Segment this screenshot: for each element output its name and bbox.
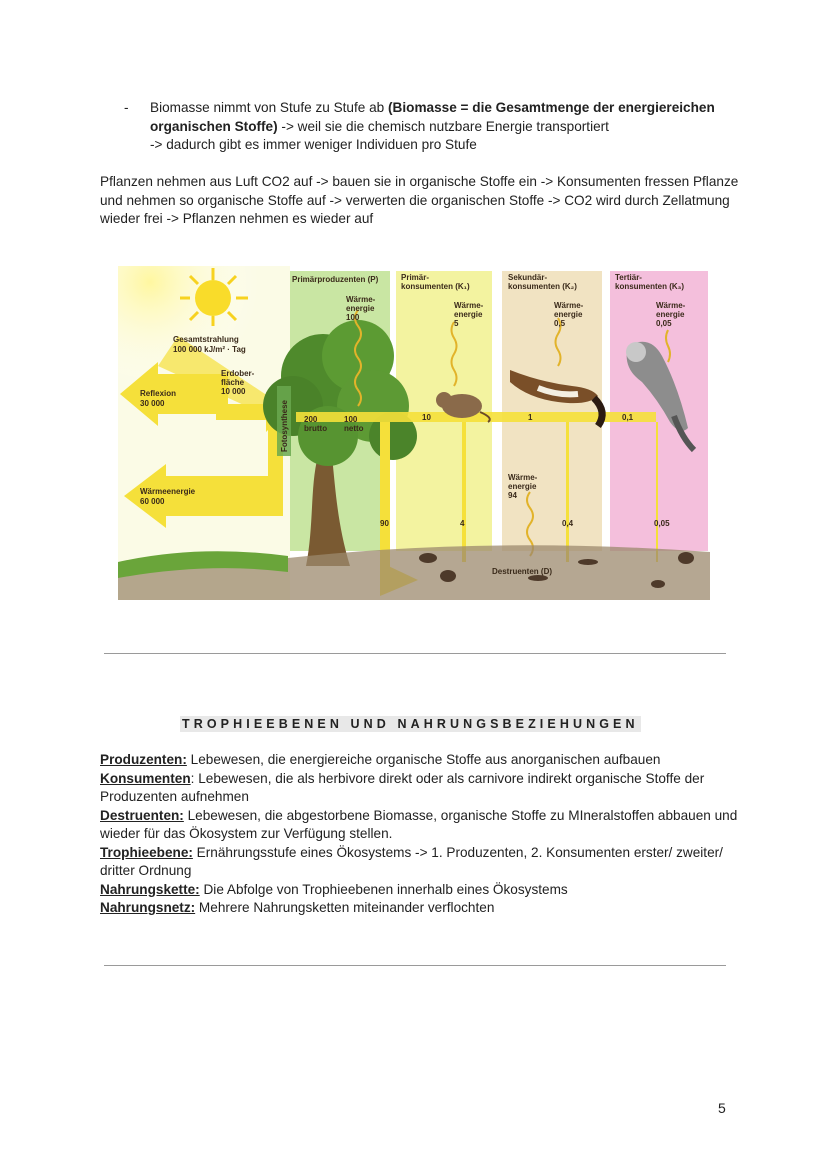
heat-producer-line-1: Wärme- [346,295,376,304]
bullet-bold-definition: (Biomasse = die Gesamtmenge der energiereichen organischen Stoffe) [150,100,715,134]
definition-text: : Lebewesen, die als herbivore direkt oder als carnivore indirekt organische Stoffe der Produzenten aufnehmen [100,770,705,804]
reflection-value: 30 000 [140,399,165,408]
section-heading: TROPHIEEBENEN UND NAHRUNGSBEZIEHUNGEN [182,717,639,731]
secondary-header-line-2: konsumenten (K₂) [508,282,577,291]
heat-primary-value: 5 [454,319,459,328]
photosynthesis-label: Fotosynthese [280,399,289,452]
dead-secondary-value: 0,4 [562,519,574,528]
carbon-cycle-paragraph: Pflanzen nehmen aus Luft CO2 auf -> bauen sie in organische Stoffe ein -> Konsumenten fressen Pflanze und nehmen so organische Stoffe auf -> verwerten die organischen Stoffe -> CO2 wird durch Zellatmung wieder frei -> Pflanzen nehmen es wieder auf [100,174,739,226]
dead-tertiary-value: 0,05 [654,519,670,528]
definition-trophic-level [100,844,740,881]
flow-tertiary-value: 0,1 [622,413,634,422]
heat-total-value: 60 000 [140,497,165,506]
heat-decomposer-value: 94 [508,491,517,500]
heat-decomposer-line-2: energie [508,482,537,491]
heat-primary-line-2: energie [454,310,483,319]
net-word: netto [344,424,364,433]
definition-producers [100,751,740,770]
page-number: 5 [718,1100,726,1116]
secondary-header-line-1: Sekundär- [508,273,548,282]
bullet-marker: - [124,100,129,115]
dead-biomass-primary-arrow [462,422,466,562]
radiation-line-1: Gesamtstrahlung [173,335,239,344]
dead-producer-value: 90 [380,519,389,528]
definition-consumers [100,770,740,807]
surface-value: 10 000 [221,387,246,396]
heat-primary-line-1: Wärme- [454,301,484,310]
definition-term: Trophieebene: [100,844,193,860]
net-value: 100 [344,415,358,424]
energy-flow-diagram [118,266,710,600]
divider-1 [104,653,726,654]
definition-text: Mehrere Nahrungsketten miteinander verflochten [195,900,495,915]
definition-decomposers [100,807,740,844]
heat-producer-line-2: energie [346,304,375,313]
bullet-text [150,99,740,155]
heat-tertiary-line-2: energie [656,310,685,319]
primary-header-line-2: konsumenten (K₁) [401,282,470,291]
secondary-consumer-column [502,271,602,551]
definition-term: Produzenten: [100,752,187,767]
tertiary-header-line-1: Tertiär- [615,273,642,282]
flow-primary-value: 10 [422,413,431,422]
definition-term: Konsumenten [100,770,191,786]
divider-2 [104,965,726,966]
definition-food-web [100,899,740,918]
definition-term: Destruenten: [100,807,184,823]
heat-producer-value: 100 [346,313,360,322]
heat-tertiary-line-1: Wärme- [656,301,686,310]
heat-secondary-line-1: Wärme- [554,301,584,310]
radiation-label [173,335,246,354]
definition-term: Nahrungskette: [100,881,200,897]
gross-value: 200 [304,415,318,424]
primary-header-line-1: Primär- [401,273,430,282]
definition-text: Die Abfolge von Trophieebenen innerhalb eines Ökosystems [199,881,568,897]
bullet-line-2: -> dadurch gibt es immer weniger Individuen pro Stufe [150,137,477,152]
heat-secondary-value: 0,5 [554,319,566,328]
definition-text: Ernährungsstufe eines Ökosystems -> 1. Produzenten, 2. Konsumenten erster/ zweiter/ dritter Ordnung [100,844,723,878]
heat-secondary-line-2: energie [554,310,583,319]
heat-decomposer-line-1: Wärme- [508,473,538,482]
dead-biomass-tertiary-arrow [656,422,658,562]
heat-tertiary-value: 0,05 [656,319,672,328]
definition-text: Lebewesen, die abgestorbene Biomasse, organische Stoffe zu MIneralstoffen abbauen und wieder für das Ökosystem zur Verfügung stellen. [100,807,738,841]
decomposers-label: Destruenten (D) [492,567,553,576]
producer-header: Primärproduzenten (P) [292,275,379,284]
tertiary-header-line-2: konsumenten (K₃) [615,282,685,291]
definition-food-chain [100,881,740,900]
reflection-line-1: Reflexion [140,389,177,398]
surface-line-1: Erdober- [221,369,255,378]
definition-term: Nahrungsnetz: [100,900,196,915]
gross-word: brutto [304,424,328,433]
radiation-value: 100 000 kJ/m² · Tag [173,345,246,354]
heat-total-line-1: Wärmeenergie [140,487,196,496]
dead-primary-value: 4 [460,519,465,528]
bullet-text-start: Biomasse nimmt von Stufe zu Stufe ab [150,100,389,115]
flow-secondary-value: 1 [528,413,533,422]
bullet-text-end: -> weil sie die chemisch nutzbare Energie transportiert [277,118,609,134]
surface-line-2: fläche [221,378,245,387]
definitions-list [100,751,740,918]
dead-biomass-secondary-arrow [566,422,569,562]
definition-text: Lebewesen, die energiereiche organische Stoffe aus anorganischen aufbauen [186,752,661,767]
